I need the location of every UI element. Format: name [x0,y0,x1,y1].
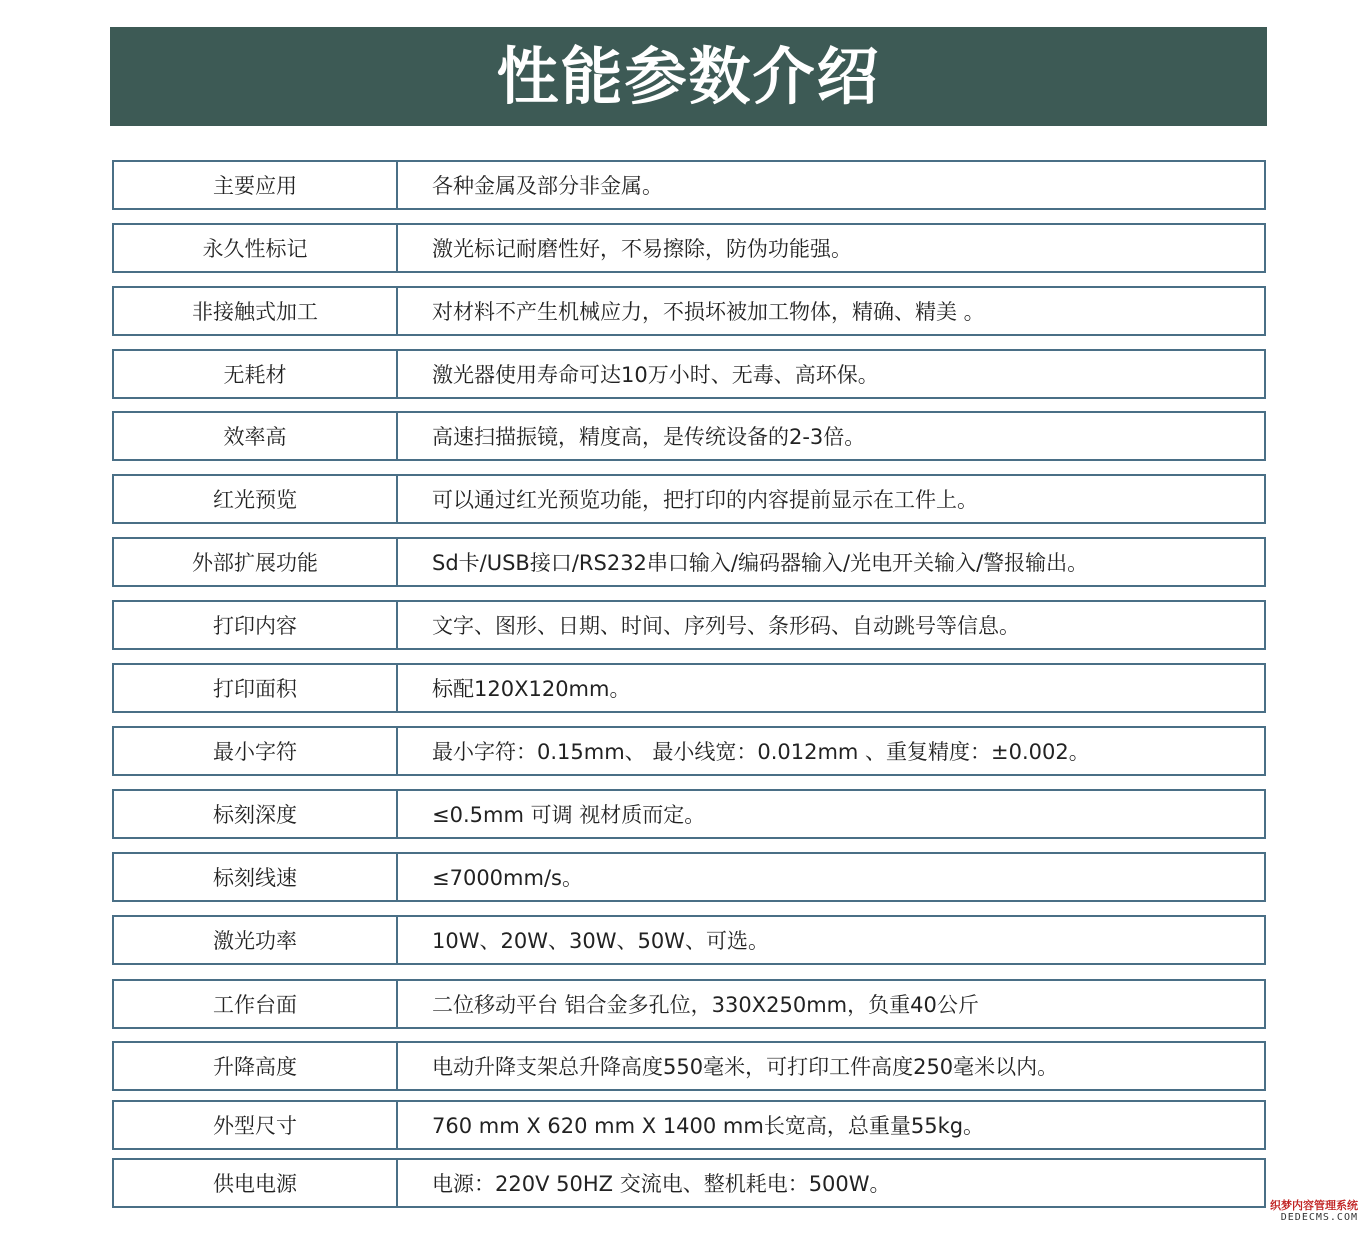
table-row [112,663,1266,713]
row-value: 文字、图形、日期、时间、序列号、条形码、自动跳号等信息。 [432,614,1020,638]
row-label: 最小字符 [114,728,398,774]
row-label: 主要应用 [114,162,398,208]
row-label: 激光功率 [114,917,398,963]
table-row [112,537,1266,587]
row-value: 电动升降支架总升降高度550毫米，可打印工件高度250毫米以内。 [432,1055,1059,1079]
table-row [112,411,1266,461]
table-row [112,349,1266,399]
table-row [112,160,1266,210]
table-row [112,979,1266,1029]
row-value: 二位移动平台 铝合金多孔位，330X250mm，负重40公斤 [432,993,979,1017]
row-label: 永久性标记 [114,225,398,271]
row-label: 外部扩展功能 [114,539,398,585]
table-row [112,474,1266,524]
row-label: 供电电源 [114,1160,398,1206]
row-label: 打印面积 [114,665,398,711]
table-row [112,286,1266,336]
table-row [112,789,1266,839]
row-label: 打印内容 [114,602,398,648]
table-row [112,223,1266,273]
row-value: 10W、20W、30W、50W、可选。 [432,929,769,953]
page-title: 性能参数介绍 [496,39,881,113]
row-value: 激光标记耐磨性好，不易擦除，防伪功能强。 [432,237,852,261]
table-row [112,915,1266,965]
row-value: ≤7000mm/s。 [432,866,583,890]
row-value: 标配120X120mm。 [432,677,631,701]
row-label: 效率高 [114,413,398,459]
row-value: 可以通过红光预览功能，把打印的内容提前显示在工件上。 [432,488,978,512]
watermark-cn: 织梦内容管理系统 [1270,1198,1358,1212]
row-value: 对材料不产生机械应力，不损坏被加工物体，精确、精美 。 [432,300,985,324]
row-label: 工作台面 [114,981,398,1027]
title-banner [110,27,1267,126]
watermark [1270,1200,1358,1223]
row-label: 无耗材 [114,351,398,397]
row-value: ≤0.5mm 可调 视材质而定。 [432,803,706,827]
row-label: 红光预览 [114,476,398,522]
table-row [112,1158,1266,1208]
table-row [112,852,1266,902]
row-value: 各种金属及部分非金属。 [432,174,663,198]
watermark-en: DEDECMS.COM [1280,1212,1358,1223]
table-row [112,1041,1266,1091]
row-label: 非接触式加工 [114,288,398,334]
table-row [112,1100,1266,1150]
row-label: 升降高度 [114,1043,398,1089]
row-value: 高速扫描振镜，精度高，是传统设备的2-3倍。 [432,425,866,449]
row-label: 标刻线速 [114,854,398,900]
row-label: 外型尺寸 [114,1102,398,1148]
row-value: 760 mm X 620 mm X 1400 mm长宽高，总重量55kg。 [432,1114,985,1138]
row-value: Sd卡/USB接口/RS232串口输入/编码器输入/光电开关输入/警报输出。 [432,551,1089,575]
table-row [112,600,1266,650]
row-value: 最小字符：0.15mm、 最小线宽：0.012mm 、重复精度：±0.002。 [432,740,1090,764]
row-label: 标刻深度 [114,791,398,837]
row-value: 电源：220V 50HZ 交流电、整机耗电：500W。 [432,1172,891,1196]
table-row [112,726,1266,776]
row-value: 激光器使用寿命可达10万小时、无毒、高环保。 [432,363,879,387]
